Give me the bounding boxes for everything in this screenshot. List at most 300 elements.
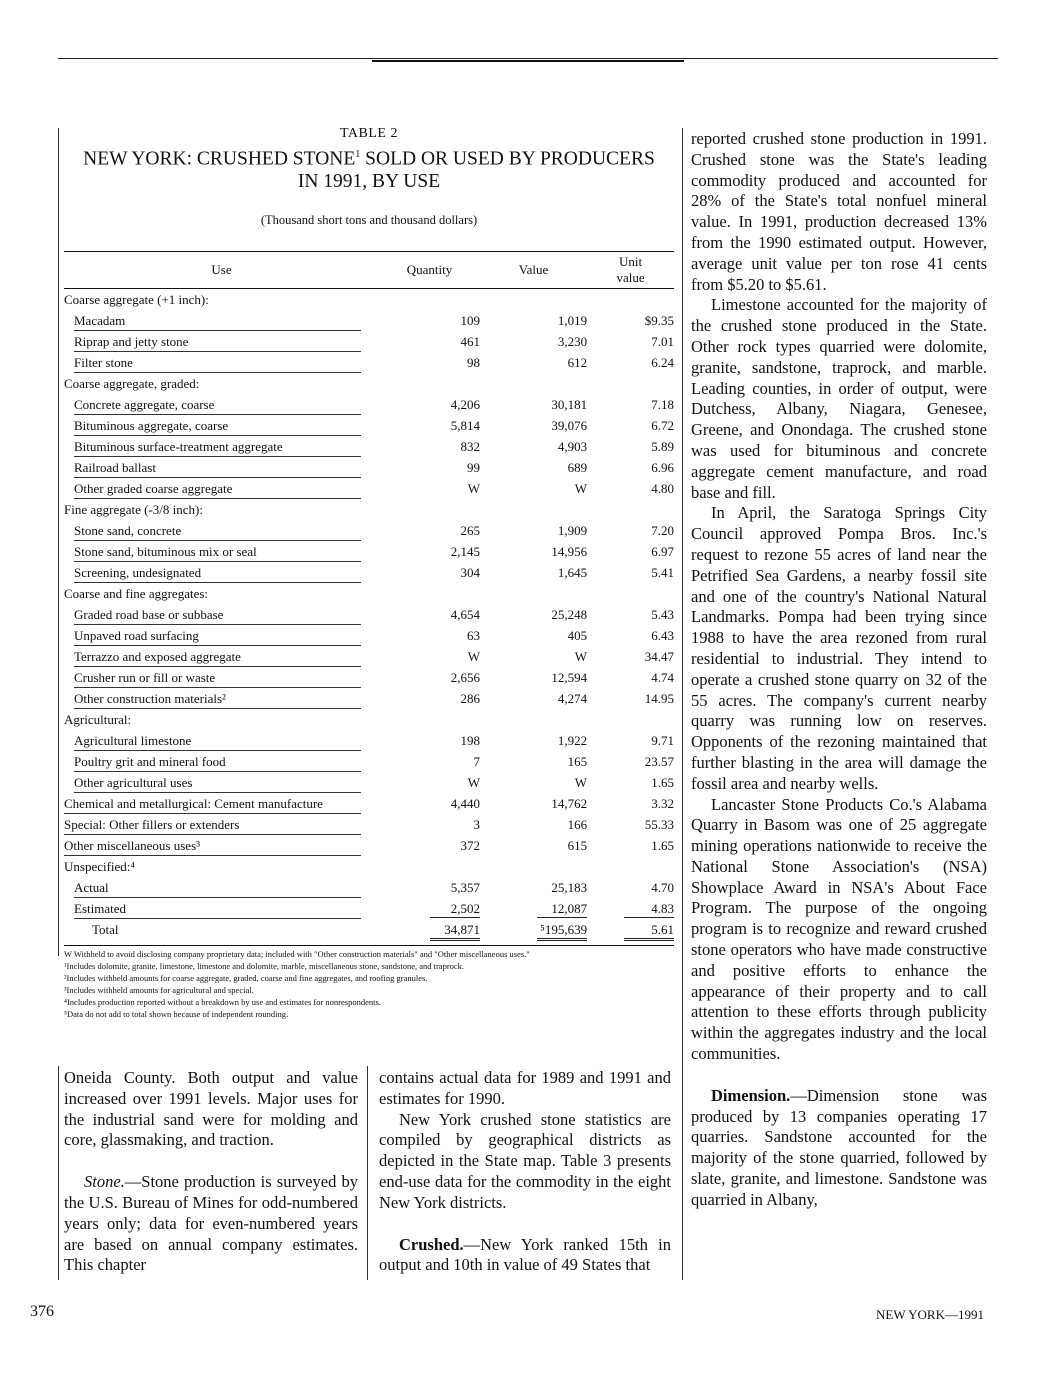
cell-use-text: Coarse aggregate (+1 inch): xyxy=(64,291,209,307)
table-row xyxy=(64,856,674,877)
cell-quantity-text: 2,145 xyxy=(450,543,480,559)
table-row xyxy=(64,898,674,919)
cell-unit-value xyxy=(587,919,674,941)
table-footnotes xyxy=(64,945,674,1020)
cell-use xyxy=(64,562,379,583)
cell-unit-value xyxy=(587,688,674,709)
cell-value xyxy=(480,856,587,877)
paragraph-body: —Stone production is surveyed by the U.S. Bureau of Mines for odd-numbered years only; data for even-numbered years are based on annual company estimates. This chapter xyxy=(64,1172,358,1275)
cell-unit-value xyxy=(587,856,674,877)
table-body xyxy=(64,288,674,941)
cell-use-text: Fine aggregate (-3/8 inch): xyxy=(64,501,203,517)
cell-use-text: Other miscellaneous uses³ xyxy=(64,837,361,856)
cell-value xyxy=(480,310,587,331)
cell-value-text: 1,019 xyxy=(557,312,588,328)
cell-use xyxy=(64,772,379,793)
cell-value-text: 4,903 xyxy=(557,438,588,454)
table-header-row xyxy=(64,251,674,288)
cell-quantity xyxy=(379,898,480,919)
crushed-stone-table xyxy=(64,126,674,1020)
footnote: ⁵Data do not add to total shown because of independent rounding. xyxy=(64,1008,289,1019)
cell-quantity-text: 3 xyxy=(473,816,480,832)
cell-unit-value xyxy=(587,709,674,730)
top-rule xyxy=(58,58,998,59)
cell-unit-value-text: 4.80 xyxy=(651,480,674,496)
table-row xyxy=(64,310,674,331)
cell-quantity-text: 7 xyxy=(473,753,480,769)
cell-unit-value xyxy=(587,541,674,562)
cell-unit-value-text: 5.89 xyxy=(651,438,674,454)
cell-unit-value-text: 3.32 xyxy=(651,795,674,811)
cell-use-text: Poultry grit and mineral food xyxy=(74,753,361,772)
cell-use xyxy=(64,667,379,688)
cell-use-text: Bituminous surface-treatment aggregate xyxy=(74,438,361,457)
cell-quantity xyxy=(379,772,480,793)
cell-quantity-text: 2,502 xyxy=(430,900,480,918)
cell-unit-value xyxy=(587,646,674,667)
cell-quantity-text: 2,656 xyxy=(450,669,480,685)
cell-unit-value-text: 6.96 xyxy=(651,459,674,475)
cell-use-text: Total xyxy=(92,922,119,937)
cell-use xyxy=(64,751,379,772)
cell-unit-value-text: 5.43 xyxy=(651,606,674,622)
paragraph xyxy=(691,1086,987,1211)
table-row xyxy=(64,541,674,562)
cell-value-text: 4,274 xyxy=(557,690,588,706)
cell-unit-value xyxy=(587,751,674,772)
cell-value xyxy=(480,730,587,751)
paragraph: Lancaster Stone Products Co.'s Alabama Quarry in Basom was one of 25 aggregate mining operations nationwide to receive the National Stone Association's (NSA) Showplace Award in NSA's About Face Program. The purpose of the ongoing program is to recognize and reward crushed stone operators who have made constructive and positive efforts to enhance the appearance of their property and to call attention to these efforts through publicity within the aggregates industry and the local communities. xyxy=(691,794,987,1064)
cell-value xyxy=(480,520,587,541)
cell-value-text: 12,087 xyxy=(537,900,587,918)
cell-value-text: ⁵195,639 xyxy=(537,921,587,941)
left-margin-rule-lower xyxy=(58,1066,59,1280)
cell-unit-value xyxy=(587,499,674,520)
cell-unit-value-text: 6.97 xyxy=(651,543,674,559)
text-column-right xyxy=(691,129,987,1211)
paragraph-body: —New York ranked 15th in output and 10th in value of 49 States that xyxy=(379,1234,671,1275)
cell-unit-value-text: 7.18 xyxy=(651,396,674,412)
cell-unit-value xyxy=(587,730,674,751)
cell-quantity xyxy=(379,835,480,856)
cell-unit-value xyxy=(587,604,674,625)
table-row xyxy=(64,373,674,394)
cell-unit-value xyxy=(587,415,674,436)
cell-value xyxy=(480,835,587,856)
cell-use xyxy=(64,520,379,541)
cell-quantity xyxy=(379,415,480,436)
cell-use xyxy=(64,604,379,625)
column-rule-right xyxy=(682,128,683,1280)
paragraph xyxy=(379,1235,671,1277)
table-title-part1: NEW YORK: CRUSHED STONE xyxy=(83,148,356,170)
cell-quantity xyxy=(379,478,480,499)
cell-quantity xyxy=(379,331,480,352)
cell-unit-value xyxy=(587,457,674,478)
header-unit-value-line2: value xyxy=(616,269,645,285)
cell-unit-value-text: 4.83 xyxy=(624,900,674,918)
paragraph-body: —Dimension stone was produced by 13 companies operating 17 quarries. Sandstone accounted for the majority of the stone quarried, followed by slate, granite, and limestone. Sandstone was quarried in Albany, xyxy=(691,1085,987,1209)
header-use: Use xyxy=(64,251,379,288)
cell-quantity xyxy=(379,793,480,814)
cell-quantity-text: 109 xyxy=(460,312,480,328)
cell-use-text: Macadam xyxy=(74,312,361,331)
table-subtitle: (Thousand short tons and thousand dollars) xyxy=(260,212,478,227)
cell-value xyxy=(480,562,587,583)
footnote: ⁴Includes production reported without a breakdown by use and estimates for nonrespondents. xyxy=(64,996,381,1007)
cell-quantity-text: 4,206 xyxy=(450,396,480,412)
cell-use xyxy=(64,877,379,898)
cell-unit-value-text: 6.24 xyxy=(651,354,674,370)
cell-value-text: 25,248 xyxy=(551,606,588,622)
cell-quantity xyxy=(379,352,480,373)
cell-value-text: 165 xyxy=(567,753,588,769)
text-column-middle xyxy=(379,1068,671,1276)
cell-unit-value-text: 6.72 xyxy=(651,417,674,433)
header-quantity: Quantity xyxy=(379,251,480,288)
cell-value xyxy=(480,919,587,941)
cell-unit-value xyxy=(587,772,674,793)
cell-value-text: 1,645 xyxy=(557,564,588,580)
cell-quantity-text: 63 xyxy=(466,627,480,643)
cell-value xyxy=(480,583,587,604)
cell-unit-value xyxy=(587,373,674,394)
cell-value-text: 1,922 xyxy=(557,732,588,748)
table-row xyxy=(64,646,674,667)
cell-value-text: 30,181 xyxy=(551,396,588,412)
cell-quantity-text: W xyxy=(467,648,480,664)
cell-unit-value-text: 5.41 xyxy=(651,564,674,580)
cell-quantity xyxy=(379,856,480,877)
cell-use-text: Other agricultural uses xyxy=(74,774,361,793)
cell-quantity xyxy=(379,625,480,646)
cell-quantity xyxy=(379,667,480,688)
cell-unit-value-text: $9.35 xyxy=(644,312,674,328)
table-row xyxy=(64,478,674,499)
paragraph: Oneida County. Both output and value increased over 1991 levels. Major uses for the industrial sand were for molding and core, glassmaking, and traction. xyxy=(64,1068,358,1150)
paragraph: In April, the Saratoga Springs City Council approved Pompa Bros. Inc.'s request to rezone 55 acres of land near the Petrified Sea Gardens, a nearby fossil site and one of the country's National Natural Landmarks. Pompa had been trying since 1988 to have the area rezoned from rural residential to industrial. They intend to operate a crushed stone quarry on 32 of the 55 acres. The company's current nearby quarry was running low on reserves. Opponents of the rezoning maintained that further blasting in the area will damage the fossil area and nearby wells. xyxy=(691,503,987,793)
cell-value xyxy=(480,625,587,646)
cell-unit-value xyxy=(587,583,674,604)
table-title-footnote: 1 xyxy=(355,149,361,160)
cell-value xyxy=(480,646,587,667)
cell-unit-value xyxy=(587,793,674,814)
text-column-left xyxy=(64,1068,358,1276)
table-row xyxy=(64,583,674,604)
cell-quantity-text: 198 xyxy=(460,732,480,748)
footnote: W Withheld to avoid disclosing company proprietary data; included with "Other construction materials" and "Other miscellaneous uses." xyxy=(64,948,530,959)
cell-value xyxy=(480,436,587,457)
cell-quantity xyxy=(379,288,480,310)
cell-quantity xyxy=(379,583,480,604)
cell-unit-value xyxy=(587,835,674,856)
cell-unit-value xyxy=(587,478,674,499)
cell-unit-value xyxy=(587,625,674,646)
footnote: ¹Includes dolomite, granite, limestone, limestone and dolomite, marble, miscellaneous stone, sandstone, and traprock. xyxy=(64,960,465,971)
cell-use xyxy=(64,352,379,373)
table-title xyxy=(64,144,674,193)
cell-use-text: Stone sand, bituminous mix or seal xyxy=(74,543,361,562)
cell-unit-value xyxy=(587,877,674,898)
cell-value xyxy=(480,604,587,625)
cell-value xyxy=(480,394,587,415)
cell-use-text: Riprap and jetty stone xyxy=(74,333,361,352)
footnote: ³Includes withheld amounts for agricultural and special. xyxy=(64,984,254,995)
cell-use xyxy=(64,625,379,646)
cell-use xyxy=(64,856,379,877)
cell-use-text: Unpaved road surfacing xyxy=(74,627,361,646)
cell-use-text: Special: Other fillers or extenders xyxy=(64,816,361,835)
cell-use xyxy=(64,394,379,415)
cell-quantity xyxy=(379,499,480,520)
cell-use-text: Bituminous aggregate, coarse xyxy=(74,417,361,436)
table-row xyxy=(64,288,674,310)
cell-quantity xyxy=(379,457,480,478)
cell-use xyxy=(64,478,379,499)
section-heading-stone: Stone. xyxy=(84,1172,125,1192)
table-caption: TABLE 2 xyxy=(340,126,398,141)
cell-value xyxy=(480,457,587,478)
cell-use xyxy=(64,898,379,919)
cell-value xyxy=(480,415,587,436)
cell-quantity xyxy=(379,520,480,541)
cell-unit-value-text: 55.33 xyxy=(644,816,674,832)
cell-value xyxy=(480,541,587,562)
cell-value-text: 14,956 xyxy=(551,543,588,559)
cell-unit-value xyxy=(587,562,674,583)
cell-use xyxy=(64,688,379,709)
cell-value xyxy=(480,688,587,709)
cell-use xyxy=(64,835,379,856)
cell-unit-value xyxy=(587,331,674,352)
cell-quantity xyxy=(379,919,480,941)
cell-value xyxy=(480,667,587,688)
cell-quantity-text: 5,814 xyxy=(450,417,480,433)
cell-value-text: 615 xyxy=(567,837,588,853)
cell-value xyxy=(480,478,587,499)
left-margin-rule xyxy=(58,128,59,956)
cell-use xyxy=(64,646,379,667)
table-row xyxy=(64,772,674,793)
cell-quantity xyxy=(379,310,480,331)
cell-unit-value-text: 7.20 xyxy=(651,522,674,538)
cell-quantity xyxy=(379,646,480,667)
column-rule-mid xyxy=(367,1066,368,1280)
cell-use-text: Screening, undesignated xyxy=(74,564,361,583)
cell-value xyxy=(480,331,587,352)
cell-value xyxy=(480,352,587,373)
cell-value-text: 166 xyxy=(567,816,588,832)
cell-value-text: W xyxy=(574,774,588,790)
cell-quantity xyxy=(379,604,480,625)
page-number: 376 xyxy=(30,1303,54,1320)
cell-quantity xyxy=(379,751,480,772)
cell-unit-value xyxy=(587,436,674,457)
cell-use-text: Coarse and fine aggregates: xyxy=(64,585,209,601)
paragraph: contains actual data for 1989 and 1991 and estimates for 1990. xyxy=(379,1068,671,1108)
table-row xyxy=(64,730,674,751)
cell-value xyxy=(480,877,587,898)
cell-use-text: Concrete aggregate, coarse xyxy=(74,396,361,415)
paragraph xyxy=(64,1172,358,1276)
cell-use xyxy=(64,415,379,436)
cell-use-text: Stone sand, concrete xyxy=(74,522,361,541)
cell-quantity xyxy=(379,709,480,730)
cell-use-text: Chemical and metallurgical: Cement manufacture xyxy=(64,795,361,814)
cell-use xyxy=(64,793,379,814)
cell-value-text: 25,183 xyxy=(551,879,588,895)
header-value: Value xyxy=(480,251,587,288)
header-unit-value xyxy=(587,251,674,288)
cell-use-text: Agricultural: xyxy=(64,711,132,727)
cell-value xyxy=(480,898,587,919)
cell-quantity-text: 286 xyxy=(460,690,480,706)
table-row xyxy=(64,436,674,457)
cell-use-text: Estimated xyxy=(74,900,361,919)
cell-quantity-text: 34,871 xyxy=(430,921,480,941)
table-row xyxy=(64,751,674,772)
cell-unit-value xyxy=(587,814,674,835)
data-table xyxy=(64,251,674,941)
cell-unit-value-text: 4.70 xyxy=(651,879,674,895)
cell-use xyxy=(64,499,379,520)
cell-use xyxy=(64,436,379,457)
cell-quantity-text: W xyxy=(467,480,480,496)
cell-use xyxy=(64,730,379,751)
cell-value xyxy=(480,814,587,835)
cell-use-text: Terrazzo and exposed aggregate xyxy=(74,648,361,667)
table-row xyxy=(64,562,674,583)
cell-quantity-text: 4,440 xyxy=(450,795,480,811)
cell-use-text: Coarse aggregate, graded: xyxy=(64,375,200,391)
cell-quantity-text: 461 xyxy=(460,333,480,349)
cell-quantity-text: 99 xyxy=(466,459,480,475)
cell-quantity-text: 98 xyxy=(466,354,480,370)
cell-use xyxy=(64,919,379,941)
cell-use xyxy=(64,583,379,604)
cell-use xyxy=(64,331,379,352)
cell-quantity-text: 5,357 xyxy=(450,879,480,895)
cell-value-text: 12,594 xyxy=(551,669,588,685)
cell-unit-value-text: 23.57 xyxy=(644,753,674,769)
cell-unit-value-text: 7.01 xyxy=(651,333,674,349)
cell-value xyxy=(480,288,587,310)
table-row xyxy=(64,709,674,730)
table-row xyxy=(64,352,674,373)
cell-use-text: Railroad ballast xyxy=(74,459,361,478)
table-row xyxy=(64,394,674,415)
cell-quantity-text: W xyxy=(467,774,480,790)
cell-unit-value-text: 4.74 xyxy=(651,669,674,685)
table-row xyxy=(64,667,674,688)
cell-unit-value-text: 1.65 xyxy=(651,774,674,790)
paragraph: New York crushed stone statistics are compiled by geographical districts as depicted in the State map. Table 3 presents end-use data for the commodity in the eight New York districts. xyxy=(379,1109,671,1212)
cell-quantity xyxy=(379,436,480,457)
table-row xyxy=(64,793,674,814)
cell-quantity-text: 372 xyxy=(460,837,480,853)
cell-value xyxy=(480,709,587,730)
table-row xyxy=(64,415,674,436)
cell-unit-value-text: 9.71 xyxy=(651,732,674,748)
cell-value xyxy=(480,499,587,520)
table-row xyxy=(64,835,674,856)
table-row xyxy=(64,457,674,478)
cell-quantity-text: 265 xyxy=(460,522,480,538)
running-title: NEW YORK—1991 xyxy=(876,1307,984,1322)
cell-unit-value xyxy=(587,898,674,919)
section-heading-dimension: Dimension. xyxy=(711,1085,791,1105)
cell-quantity xyxy=(379,877,480,898)
paragraph: Limestone accounted for the majority of the crushed stone produced in the State. Other rock types quarried were dolomite, granite, sandstone, traprock, and marble. Leading counties, in order of output, were Dutchess, Albany, Niagara, Genesee, Greene, and Onondaga. The crushed stone was used for bituminous and concrete aggregate cement manufacture, and road base and fill. xyxy=(691,295,987,502)
cell-unit-value xyxy=(587,667,674,688)
cell-value-text: 405 xyxy=(567,627,588,643)
cell-use xyxy=(64,288,379,310)
cell-value-text: 3,230 xyxy=(557,333,588,349)
cell-use xyxy=(64,373,379,394)
cell-value xyxy=(480,772,587,793)
table-title-line2: IN 1991, BY USE xyxy=(297,170,441,192)
table-row xyxy=(64,499,674,520)
cell-quantity xyxy=(379,394,480,415)
table-title-part2: SOLD OR USED BY PRODUCERS xyxy=(360,148,655,170)
cell-unit-value xyxy=(587,394,674,415)
cell-quantity xyxy=(379,373,480,394)
cell-unit-value xyxy=(587,310,674,331)
paragraph: reported crushed stone production in 1991. Crushed stone was the State's leading commodity produced and accounted for 28% of the State's total nonfuel mineral value. In 1991, production decreased 13% from the 1990 estimated output. However, average unit value per ton rose 41 cents from $5.20 to $5.61. xyxy=(691,129,987,294)
cell-quantity xyxy=(379,688,480,709)
cell-unit-value xyxy=(587,288,674,310)
table-row xyxy=(64,604,674,625)
table-row xyxy=(64,877,674,898)
table-row xyxy=(64,688,674,709)
cell-value-text: 612 xyxy=(567,354,588,370)
cell-use-text: Unspecified:⁴ xyxy=(64,858,135,874)
cell-use-text: Graded road base or subbase xyxy=(74,606,361,625)
cell-value xyxy=(480,751,587,772)
cell-use-text: Actual xyxy=(74,879,361,898)
footnote: ²Includes withheld amounts for coarse aggregate, graded, coarse and fine aggregates, and roofing granules. xyxy=(64,972,428,983)
cell-unit-value-text: 5.61 xyxy=(624,921,674,941)
cell-value-text: W xyxy=(574,648,588,664)
table-row xyxy=(64,814,674,835)
cell-use xyxy=(64,814,379,835)
section-heading-crushed: Crushed. xyxy=(399,1234,464,1254)
cell-unit-value xyxy=(587,352,674,373)
cell-value-text: 689 xyxy=(567,459,588,475)
cell-use xyxy=(64,709,379,730)
cell-value-text: W xyxy=(574,480,588,496)
cell-use-text: Other graded coarse aggregate xyxy=(74,480,361,499)
cell-quantity-text: 4,654 xyxy=(450,606,480,622)
cell-unit-value-text: 1.65 xyxy=(651,837,674,853)
cell-quantity xyxy=(379,541,480,562)
cell-value-text: 14,762 xyxy=(551,795,588,811)
cell-use xyxy=(64,310,379,331)
cell-quantity xyxy=(379,730,480,751)
cell-use xyxy=(64,541,379,562)
cell-use-text: Other construction materials² xyxy=(74,690,361,709)
cell-unit-value-text: 6.43 xyxy=(651,627,674,643)
cell-use-text: Crusher run or fill or waste xyxy=(74,669,361,688)
header-unit-value-line1: Unit xyxy=(618,253,643,269)
cell-unit-value xyxy=(587,520,674,541)
table-row xyxy=(64,520,674,541)
cell-use-text: Filter stone xyxy=(74,354,361,373)
cell-unit-value-text: 14.95 xyxy=(644,690,674,706)
cell-value xyxy=(480,373,587,394)
cell-use xyxy=(64,457,379,478)
table-row xyxy=(64,331,674,352)
